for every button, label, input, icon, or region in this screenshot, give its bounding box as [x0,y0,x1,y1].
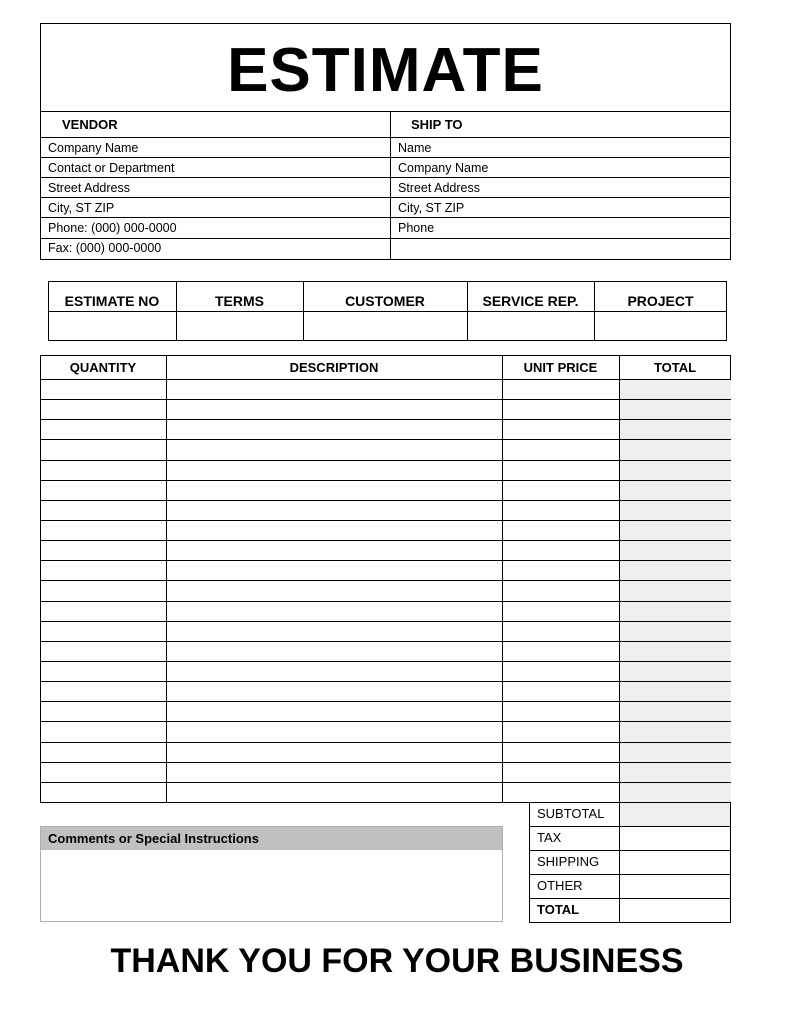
quantity-cell[interactable] [41,521,166,540]
unit-price-cell[interactable] [503,380,619,399]
description-cell[interactable] [167,783,502,802]
quantity-cell[interactable] [41,722,166,741]
description-cell[interactable] [167,481,502,500]
unit-price-cell[interactable] [503,763,619,782]
vendor-company-name[interactable]: Company Name [48,141,139,155]
shipto-phone[interactable]: Phone [398,221,435,235]
items-row-separator [40,419,731,420]
quantity-cell[interactable] [41,783,166,802]
vendor-contact[interactable]: Contact or Department [48,161,175,175]
unit-price-cell[interactable] [503,561,619,580]
items-header-unit-price: UNIT PRICE [523,360,598,375]
thank-you-footer: THANK YOU FOR YOUR BUSINESS [110,942,684,980]
unit-price-cell[interactable] [503,581,619,600]
quantity-cell[interactable] [41,561,166,580]
items-header-quantity: QUANTITY [69,360,137,375]
total-cell[interactable] [620,561,731,580]
shipping-label: SHIPPING [537,854,600,869]
items-row-separator [40,762,731,763]
shipto-company-name[interactable]: Company Name [398,161,489,175]
description-cell[interactable] [167,561,502,580]
total-cell[interactable] [620,783,731,802]
unit-price-cell[interactable] [503,501,619,520]
items-row-separator [40,661,731,662]
description-cell[interactable] [167,763,502,782]
quantity-cell[interactable] [41,501,166,520]
unit-price-cell[interactable] [503,481,619,500]
other-value[interactable] [620,875,730,898]
description-cell[interactable] [167,400,502,419]
subtotal-value[interactable] [620,803,730,826]
description-cell[interactable] [167,642,502,661]
quantity-cell[interactable] [41,763,166,782]
terms-input[interactable] [177,312,302,340]
quantity-cell[interactable] [41,662,166,681]
total-cell[interactable] [620,642,731,661]
items-row-separator [40,460,731,461]
total-cell[interactable] [620,722,731,741]
tax-label: TAX [537,830,562,845]
total-cell[interactable] [620,602,731,621]
quantity-cell[interactable] [41,642,166,661]
description-cell[interactable] [167,501,502,520]
unit-price-cell[interactable] [503,461,619,480]
description-cell[interactable] [167,420,502,439]
quantity-cell[interactable] [41,541,166,560]
info-header-service-rep: SERVICE REP. [482,293,579,309]
info-header-customer: CUSTOMER [345,293,425,309]
items-row-separator [40,641,731,642]
description-cell[interactable] [167,581,502,600]
total-cell[interactable] [620,440,731,459]
quantity-cell[interactable] [41,440,166,459]
unit-price-cell[interactable] [503,662,619,681]
total-cell[interactable] [620,622,731,641]
estimate-no-input[interactable] [49,312,175,340]
quantity-cell[interactable] [41,380,166,399]
items-row-separator [40,701,731,702]
description-cell[interactable] [167,541,502,560]
unit-price-cell[interactable] [503,400,619,419]
vendor-fax[interactable]: Fax: (000) 000-0000 [48,241,162,255]
total-cell[interactable] [620,662,731,681]
items-header-description: DESCRIPTION [289,360,379,375]
other-label: OTHER [537,878,583,893]
unit-price-cell[interactable] [503,743,619,762]
total-cell[interactable] [620,682,731,701]
quantity-cell[interactable] [41,400,166,419]
info-header-estimate-no: ESTIMATE NO [64,293,160,309]
vendor-phone[interactable]: Phone: (000) 000-0000 [48,221,177,235]
quantity-cell[interactable] [41,481,166,500]
quantity-cell[interactable] [41,682,166,701]
quantity-cell[interactable] [41,461,166,480]
unit-price-cell[interactable] [503,602,619,621]
unit-price-cell[interactable] [503,440,619,459]
unit-price-cell[interactable] [503,783,619,802]
total-value[interactable] [620,899,730,922]
total-cell[interactable] [620,420,731,439]
total-cell[interactable] [620,501,731,520]
ship-to-heading: SHIP TO [411,117,463,132]
shipto-street[interactable]: Street Address [398,181,480,195]
tax-value[interactable] [620,827,730,850]
description-cell[interactable] [167,380,502,399]
description-cell[interactable] [167,622,502,641]
total-cell[interactable] [620,461,731,480]
unit-price-cell[interactable] [503,521,619,540]
description-cell[interactable] [167,682,502,701]
description-cell[interactable] [167,521,502,540]
description-cell[interactable] [167,602,502,621]
items-row-separator [40,520,731,521]
quantity-cell[interactable] [41,420,166,439]
items-row-separator [40,681,731,682]
comments-heading: Comments or Special Instructions [48,831,259,846]
quantity-cell[interactable] [41,743,166,762]
quantity-cell[interactable] [41,602,166,621]
unit-price-cell[interactable] [503,642,619,661]
unit-price-cell[interactable] [503,541,619,560]
description-cell[interactable] [167,440,502,459]
shipto-city[interactable]: City, ST ZIP [398,201,465,215]
items-row-separator [40,399,731,400]
items-row-separator [40,782,731,783]
comments-textarea[interactable] [41,851,502,921]
unit-price-cell[interactable] [503,722,619,741]
subtotal-label: SUBTOTAL [537,806,605,821]
unit-price-cell[interactable] [503,420,619,439]
items-row-separator [40,621,731,622]
total-cell[interactable] [620,481,731,500]
total-cell[interactable] [620,521,731,540]
unit-price-cell[interactable] [503,702,619,721]
unit-price-cell[interactable] [503,682,619,701]
items-row-separator [40,540,731,541]
total-label: TOTAL [537,902,580,917]
total-cell[interactable] [620,380,731,399]
description-cell[interactable] [167,702,502,721]
info-header-terms: TERMS [215,293,264,309]
total-cell[interactable] [620,400,731,419]
service-rep-input[interactable] [468,312,593,340]
unit-price-cell[interactable] [503,622,619,641]
items-row-separator [40,580,731,581]
quantity-cell[interactable] [41,622,166,641]
items-row-separator [40,439,731,440]
vendor-street[interactable]: Street Address [48,181,130,195]
description-cell[interactable] [167,722,502,741]
total-cell[interactable] [620,541,731,560]
total-cell[interactable] [620,743,731,762]
total-cell[interactable] [620,702,731,721]
items-row-separator [40,721,731,722]
shipto-name[interactable]: Name [398,141,432,155]
quantity-cell[interactable] [41,581,166,600]
vendor-heading: VENDOR [62,117,118,132]
description-cell[interactable] [167,743,502,762]
total-cell[interactable] [620,581,731,600]
description-cell[interactable] [167,461,502,480]
items-row-separator [40,742,731,743]
project-input[interactable] [595,312,726,340]
items-header-total: TOTAL [653,360,697,375]
items-row-separator [40,560,731,561]
page-title: ESTIMATE [227,36,544,105]
items-row-separator [40,480,731,481]
items-row-separator [40,500,731,501]
total-cell[interactable] [620,763,731,782]
info-header-project: PROJECT [627,293,694,309]
items-row-separator [40,601,731,602]
customer-input[interactable] [304,312,466,340]
description-cell[interactable] [167,662,502,681]
quantity-cell[interactable] [41,702,166,721]
shipping-value[interactable] [620,851,730,874]
vendor-city[interactable]: City, ST ZIP [48,201,115,215]
